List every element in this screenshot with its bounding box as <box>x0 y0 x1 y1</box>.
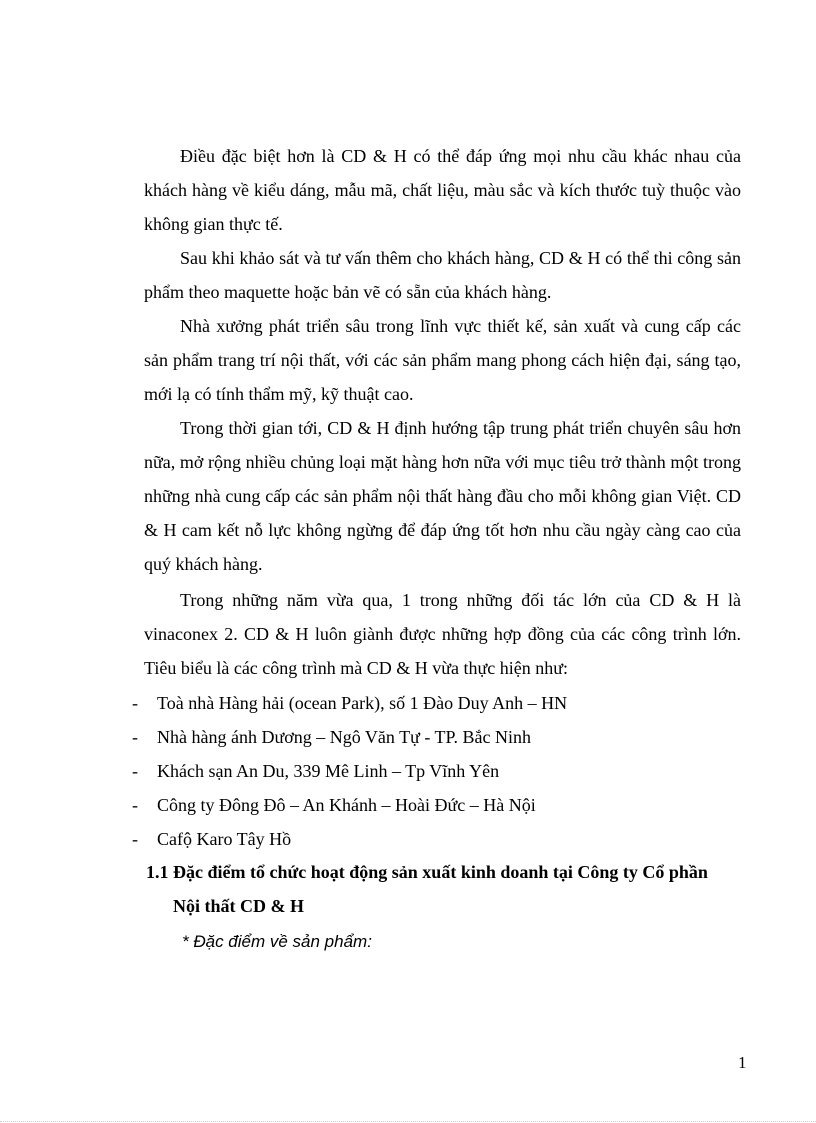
list-item <box>132 788 752 822</box>
section-number: 1.1 <box>146 862 169 882</box>
project-name: Khách sạn An Du, 339 Mê Linh – Tp Vĩnh Yên <box>157 761 500 781</box>
page-bottom-divider <box>0 1121 816 1122</box>
section-title-line2: Nội thất CD & H <box>173 896 304 916</box>
section-title-line1: Đặc điểm tổ chức hoạt động sản xuất kinh doanh tại Công ty Cổ phần <box>173 862 708 882</box>
project-name: Cafộ Karo Tây Hồ <box>157 829 292 849</box>
list-item <box>132 822 752 856</box>
bullet-dash: - <box>132 727 138 747</box>
page-number: 1 <box>738 1053 747 1072</box>
paragraph-workshop: Nhà xưởng phát triển sâu trong lĩnh vực thiết kế, sản xuất và cung cấp các sản phẩm trang trí nội thất, với các sản phẩm mang phong cách hiện đại, sáng tạo, mới lạ có tính thẩm mỹ, kỹ thuật cao. <box>144 316 741 404</box>
bullet-dash: - <box>132 795 138 815</box>
paragraph-strategy: Trong thời gian tới, CD & H định hướng tập trung phát triển chuyên sâu hơn nữa, mở rộng nhiều chủng loại mặt hàng hơn nữa với mục tiêu trở thành một trong những nhà cung cấp các sản phẩm nội thất hàng đầu cho mỗi không gian Việt. CD & H cam kết nỗ lực không ngừng để đáp ứng tốt hơn nhu cầu ngày càng cao của quý khách hàng. <box>144 418 741 574</box>
list-item <box>132 686 752 720</box>
bullet-dash: - <box>132 829 138 849</box>
section-heading <box>146 855 746 923</box>
list-item <box>132 754 752 788</box>
paragraph-survey: Sau khi khảo sát và tư vấn thêm cho khách hàng, CD & H có thể thi công sản phẩm theo maquette hoặc bản vẽ có sẵn của khách hàng. <box>144 248 741 302</box>
paragraph-partners: Trong những năm vừa qua, 1 trong những đối tác lớn của CD & H là vinaconex 2. CD & H luôn giành được những hợp đồng của các công trình lớn. Tiêu biểu là các công trình mà CD & H vừa thực hiện như: <box>144 590 741 678</box>
project-name: Công ty Đông Đô – An Khánh – Hoài Đức – Hà Nội <box>157 795 536 815</box>
paragraph-customization: Điều đặc biệt hơn là CD & H có thể đáp ứng mọi nhu cầu khác nhau của khách hàng về kiểu dáng, mẫu mã, chất liệu, màu sắc và kích thước tuỳ thuộc vào không gian thực tế. <box>144 146 741 234</box>
project-name: Nhà hàng ánh Dương – Ngô Văn Tự - TP. Bắc Ninh <box>157 727 531 747</box>
bullet-dash: - <box>132 761 138 781</box>
list-item <box>132 720 752 754</box>
bullet-dash: - <box>132 693 138 713</box>
product-subheading: * Đặc điểm về sản phẩm: <box>182 932 372 951</box>
project-name: Toà nhà Hàng hải (ocean Park), số 1 Đào Duy Anh – HN <box>157 693 568 713</box>
project-list <box>132 686 752 856</box>
